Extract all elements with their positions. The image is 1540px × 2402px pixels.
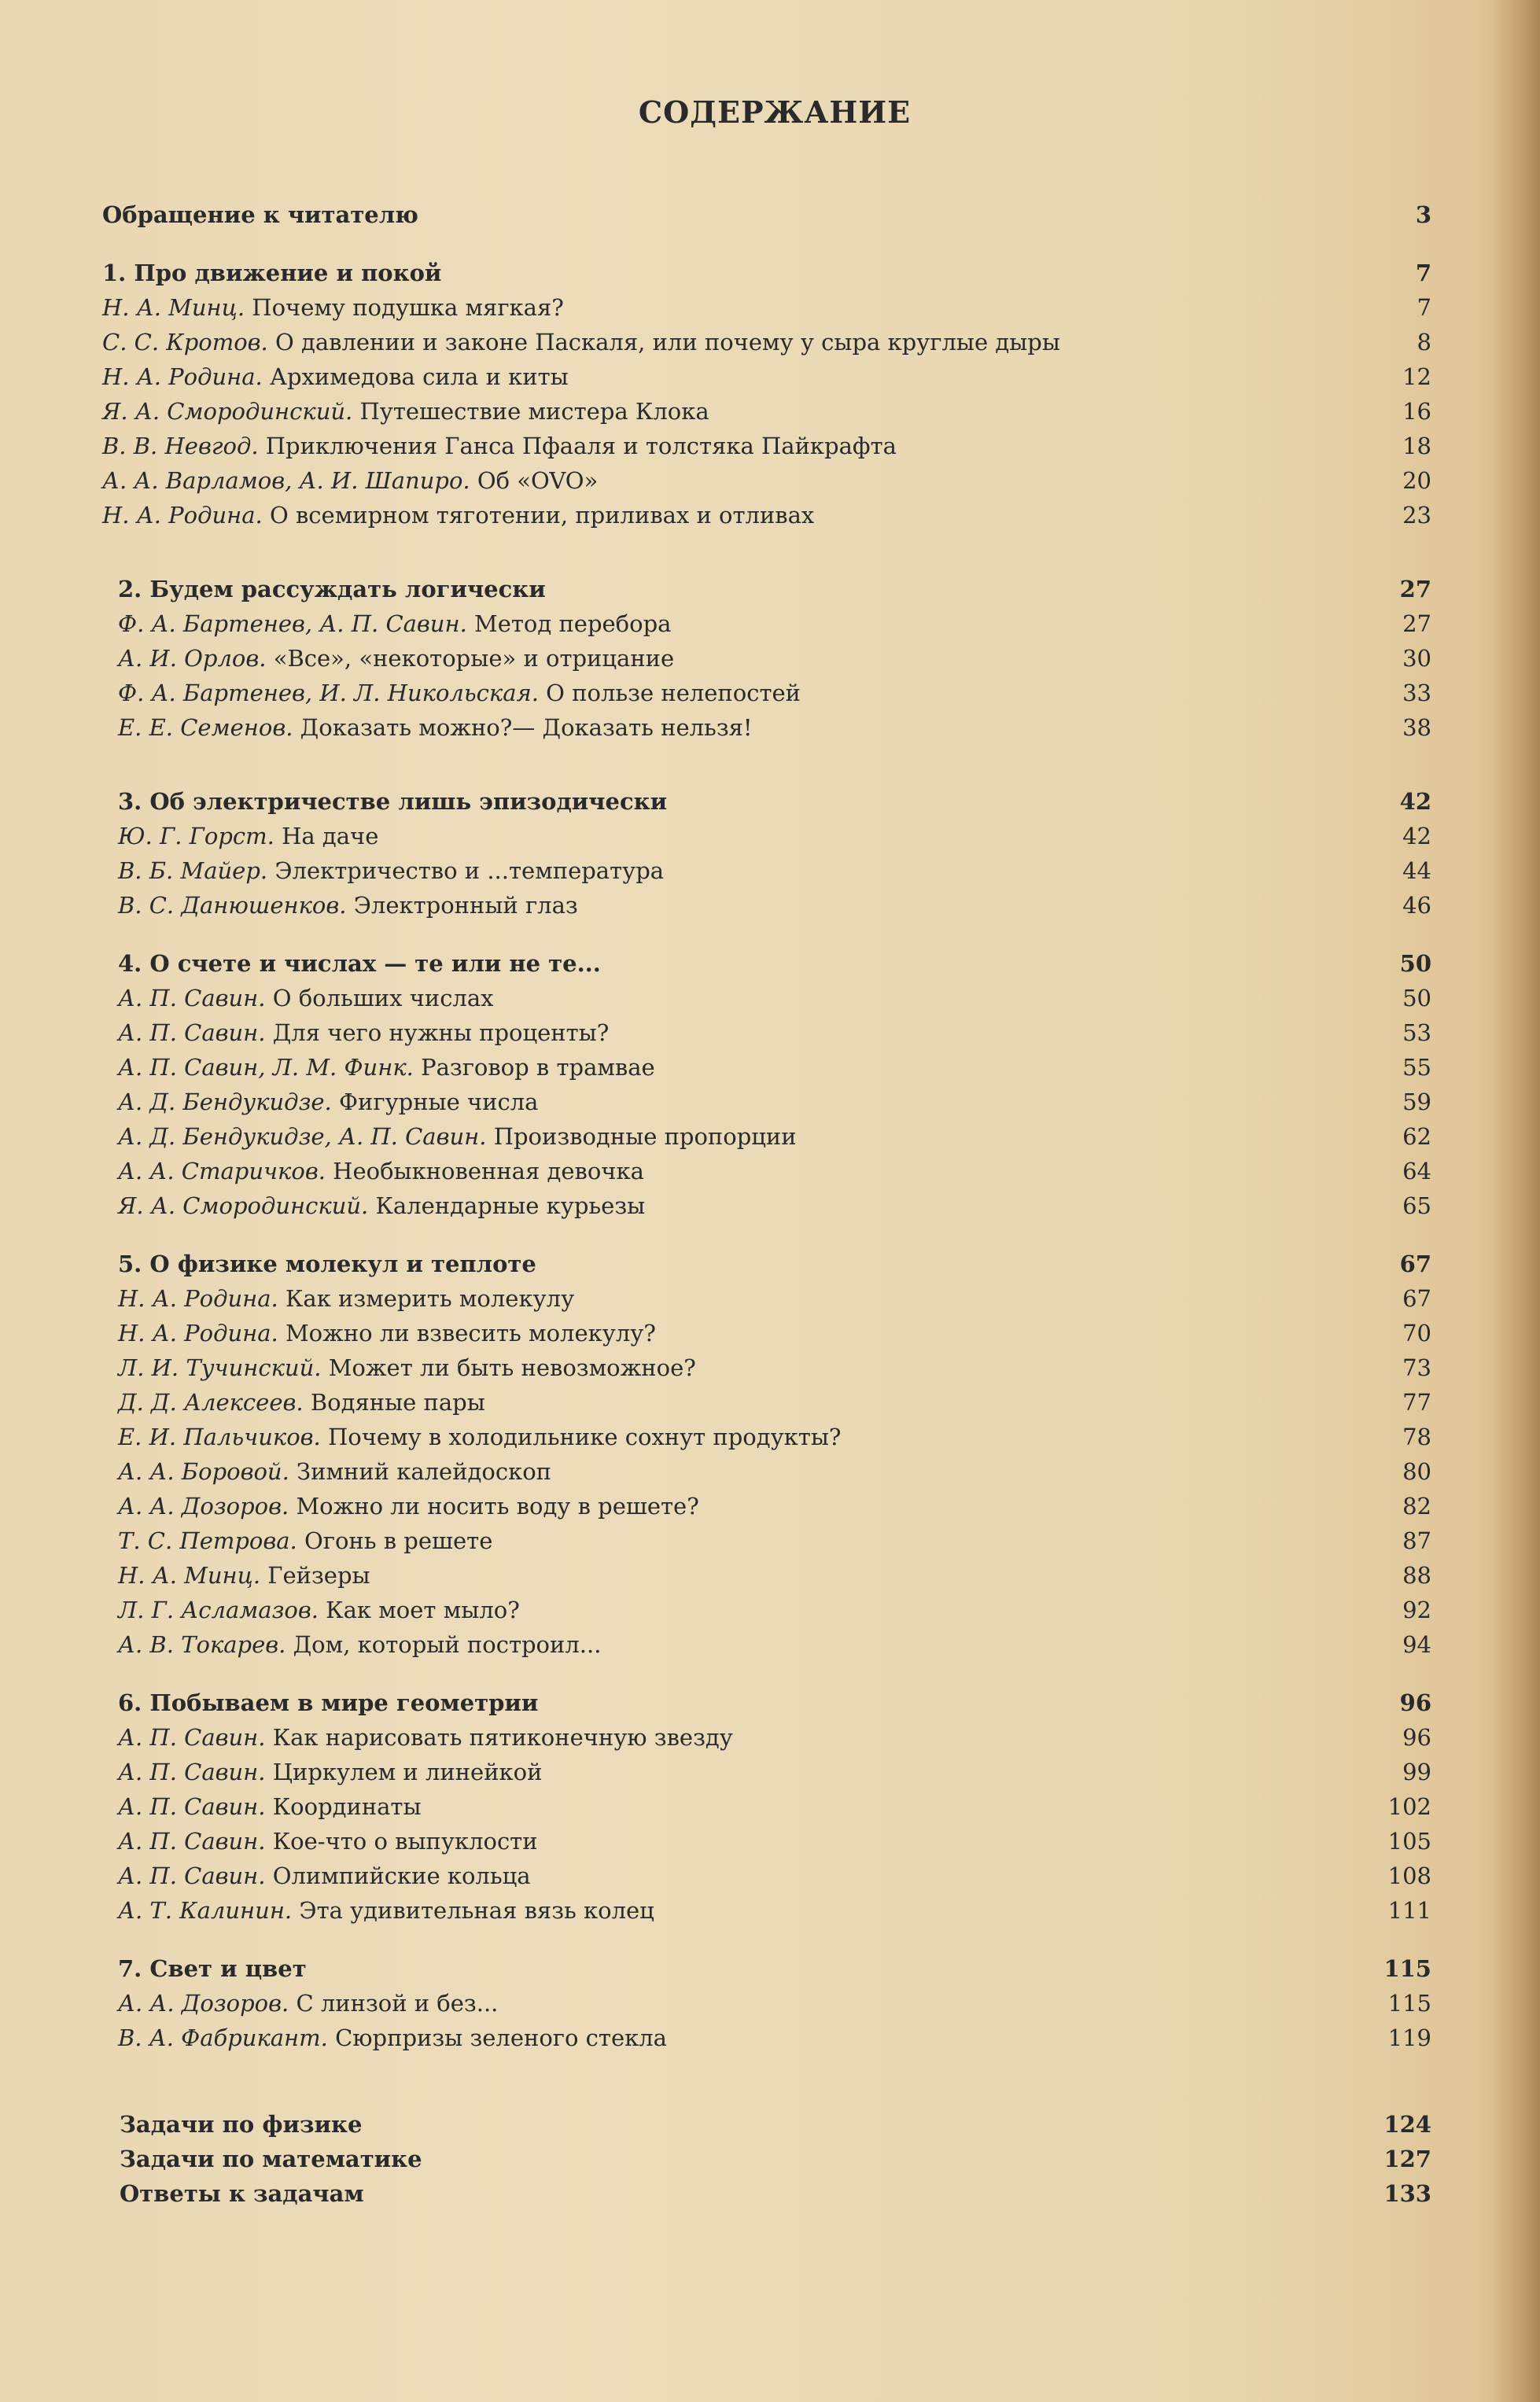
entry-author: Н. А. Родина.: [118, 1320, 278, 1347]
appendix-text: Задачи по математике: [120, 2146, 422, 2172]
entry-title: Огонь в решете: [304, 1527, 493, 1554]
entry-page: 18: [1402, 433, 1431, 459]
section-heading-page: 50: [1399, 950, 1431, 977]
entry-title: Как измерить молекулу: [285, 1285, 575, 1312]
toc-entry: [102, 1558, 1431, 1593]
section-heading: [102, 784, 1431, 819]
entry-title: Для чего нужны проценты?: [272, 1019, 610, 1046]
toc-entry-text: [118, 641, 674, 676]
entry-page: 50: [1402, 985, 1431, 1011]
toc-entry: [102, 1050, 1431, 1085]
entry-page: 7: [1417, 294, 1431, 321]
toc-entry-text: [118, 1085, 538, 1119]
toc-entry-text: [118, 1824, 538, 1859]
entry-page: 119: [1387, 2024, 1431, 2051]
entry-title: «Все», «некоторые» и отрицание: [273, 645, 675, 672]
section-heading: [102, 946, 1431, 981]
entry-title: Кое-что о выпуклости: [272, 1828, 538, 1855]
entry-page: 33: [1402, 680, 1431, 706]
toc-entry-text: [118, 1627, 601, 1662]
entry-page: 96: [1402, 1724, 1431, 1751]
toc-section: [102, 784, 1431, 923]
toc-entry-text: [118, 1281, 574, 1316]
toc-entry-text: [102, 325, 1060, 359]
entry-author: А. И. Орлов.: [118, 645, 267, 672]
entry-page: 77: [1402, 1389, 1431, 1416]
section-heading-text: 2. Будем рассуждать логически: [118, 576, 546, 602]
entry-page: 59: [1402, 1089, 1431, 1115]
toc-entry: [102, 710, 1431, 745]
toc-entry-text: [118, 819, 378, 853]
entry-title: Об «OVO»: [477, 467, 599, 494]
section-heading-text: 5. О физике молекул и теплоте: [118, 1251, 536, 1277]
section-heading: [102, 1685, 1431, 1720]
entry-page: 53: [1402, 1019, 1431, 1046]
section-heading: [102, 256, 1431, 290]
toc-entry-text: [118, 1789, 422, 1824]
page-title: СОДЕРЖАНИЕ: [638, 94, 912, 130]
toc-entry-text: [102, 498, 814, 532]
toc-entry: [102, 888, 1431, 923]
toc-entry: [102, 606, 1431, 641]
entry-page: 16: [1402, 398, 1431, 425]
section-heading-text: 1. Про движение и покой: [102, 260, 442, 286]
entry-page: 55: [1402, 1054, 1431, 1081]
entry-title: Можно ли носить воду в решете?: [296, 1493, 699, 1520]
section-heading-text: 3. Об электричестве лишь эпизодически: [118, 788, 668, 815]
toc-section: [102, 572, 1431, 745]
entry-title: Метод перебора: [474, 610, 672, 637]
toc-entry: [102, 429, 1431, 463]
toc-section: [102, 1951, 1431, 2055]
entry-author: В. А. Фабрикант.: [118, 2024, 328, 2051]
toc-entry: [102, 819, 1431, 853]
entry-title: Почему в холодильнике сохнут продукты?: [327, 1424, 842, 1450]
entry-title: Водяные пары: [310, 1389, 485, 1416]
toc-entry-text: [118, 1593, 520, 1627]
toc-entry-text: [118, 606, 671, 641]
entry-title: Фигурные числа: [338, 1089, 539, 1115]
toc-entry: [102, 1893, 1431, 1928]
section-heading-page: 67: [1399, 1251, 1431, 1277]
entry-title: Путешествие мистера Клока: [359, 398, 709, 425]
entry-page: 20: [1402, 467, 1431, 494]
appendix-item: [102, 2142, 1431, 2176]
contents-page: [102, 94, 1431, 2211]
toc-entry-text: [118, 1420, 841, 1454]
entry-author: А. А. Дозоров.: [118, 1990, 289, 2017]
toc-entry-text: [118, 1454, 551, 1489]
entry-title: Гейзеры: [267, 1562, 370, 1589]
section-heading-page: 27: [1399, 576, 1431, 602]
section-heading: [102, 572, 1431, 606]
entry-page: 78: [1402, 1424, 1431, 1450]
entry-author: Н. А. Минц.: [102, 294, 245, 321]
toc-entry: [102, 2021, 1431, 2055]
entry-page: 80: [1402, 1458, 1431, 1485]
entry-author: А. А. Старичков.: [118, 1158, 326, 1184]
entry-author: А. А. Боровой.: [118, 1458, 289, 1485]
entry-author: А. Т. Калинин.: [118, 1897, 293, 1924]
entry-title: Производные пропорции: [493, 1123, 797, 1150]
toc-entry: [102, 641, 1431, 676]
entry-title: Эта удивительная вязь колец: [299, 1897, 654, 1924]
toc-entry-text: [102, 429, 897, 463]
entry-author: Е. И. Пальчиков.: [118, 1424, 321, 1450]
appendix-item: [102, 2176, 1431, 2211]
section-heading-page: 7: [1415, 260, 1431, 286]
entry-page: 73: [1402, 1354, 1431, 1381]
entry-page: 108: [1387, 1862, 1431, 1889]
section-heading: [102, 1247, 1431, 1281]
toc-entry: [102, 1720, 1431, 1755]
entry-page: 62: [1402, 1123, 1431, 1150]
toc-entry: [102, 394, 1431, 429]
entry-page: 87: [1402, 1527, 1431, 1554]
toc-entry-text: [118, 853, 664, 888]
toc-entry: [102, 1523, 1431, 1558]
entry-page: 27: [1402, 610, 1431, 637]
toc-entry: [102, 1824, 1431, 1859]
entry-author: Ю. Г. Горст.: [118, 823, 274, 849]
toc-entry-text: [102, 290, 564, 325]
toc-entry: [102, 1085, 1431, 1119]
entry-page: 64: [1402, 1158, 1431, 1184]
entry-author: Ф. А. Бартенев, И. Л. Никольская.: [118, 680, 539, 706]
entry-title: Может ли быть невозможное?: [328, 1354, 696, 1381]
toc-entry: [102, 676, 1431, 710]
toc-entry: [102, 853, 1431, 888]
toc-entry-text: [118, 676, 801, 710]
entry-author: А. П. Савин.: [118, 1793, 266, 1820]
entry-author: А. П. Савин.: [118, 1759, 266, 1785]
entry-title: Архимедова сила и киты: [269, 363, 569, 390]
entry-author: А. В. Токарев.: [118, 1631, 286, 1658]
toc-entry: [102, 1789, 1431, 1824]
entry-title: Календарные курьезы: [375, 1192, 646, 1219]
toc-entry-text: [102, 463, 598, 498]
toc-entry-text: [118, 1119, 797, 1154]
toc-entry-text: [102, 359, 569, 394]
entry-author: А. П. Савин.: [118, 1724, 266, 1751]
entry-author: В. В. Невгод.: [102, 433, 259, 459]
page-spine-shadow: [1493, 0, 1540, 2402]
section-heading-page: 96: [1399, 1689, 1431, 1716]
entry-title: Олимпийские кольца: [272, 1862, 531, 1889]
entry-author: В. Б. Майер.: [118, 857, 268, 884]
entry-author: В. С. Данюшенков.: [118, 892, 347, 919]
entry-author: А. П. Савин, Л. М. Финк.: [118, 1054, 414, 1081]
entry-title: О всемирном тяготении, приливах и отливах: [269, 502, 815, 529]
entry-author: А. П. Савин.: [118, 1862, 266, 1889]
entry-title: О пользе нелепостей: [546, 680, 801, 706]
entry-title: Как моет мыло?: [326, 1597, 520, 1623]
entry-page: 92: [1402, 1597, 1431, 1623]
entry-title: Дом, который построил...: [293, 1631, 602, 1658]
toc-entry-text: [118, 1316, 656, 1350]
appendix-text: Задачи по физике: [120, 2111, 363, 2138]
entry-page: 65: [1402, 1192, 1431, 1219]
entry-title: Необыкновенная девочка: [333, 1158, 644, 1184]
toc-entry: [102, 1154, 1431, 1188]
toc-entry-text: [118, 888, 578, 923]
section-heading-page: 115: [1383, 1955, 1431, 1982]
entry-title: Разговор в трамвае: [421, 1054, 655, 1081]
entry-author: С. С. Кротов.: [102, 329, 268, 356]
entry-page: 44: [1402, 857, 1431, 884]
entry-page: 8: [1417, 329, 1431, 356]
section-heading-text: 7. Свет и цвет: [118, 1955, 307, 1982]
entry-author: Л. Г. Асламазов.: [118, 1597, 319, 1623]
toc-entry: [102, 1385, 1431, 1420]
entry-title: Зимний калейдоскоп: [297, 1458, 552, 1485]
toc-section: [102, 1685, 1431, 1928]
entry-page: 70: [1402, 1320, 1431, 1347]
entry-author: А. Д. Бендукидзе, А. П. Савин.: [118, 1123, 487, 1150]
toc-section: [102, 946, 1431, 1223]
toc-entry: [102, 1015, 1431, 1050]
entry-page: 42: [1402, 823, 1431, 849]
toc-entry: [102, 1859, 1431, 1893]
toc-entry-text: [118, 710, 753, 745]
entry-title: Координаты: [272, 1793, 422, 1820]
toc-entry: [102, 1755, 1431, 1789]
toc-entry: [102, 290, 1431, 325]
toc-entry-text: [118, 1558, 370, 1593]
entry-author: Ф. А. Бартенев, А. П. Савин.: [118, 610, 467, 637]
toc-entry: [102, 1986, 1431, 2021]
toc-section: [102, 256, 1431, 532]
toc-entry-text: [118, 1050, 655, 1085]
entry-author: Н. А. Родина.: [102, 363, 263, 390]
entry-author: Д. Д. Алексеев.: [118, 1389, 304, 1416]
toc-entry: [102, 1454, 1431, 1489]
entry-page: 111: [1387, 1897, 1431, 1924]
entry-author: А. А. Варламов, А. И. Шапиро.: [102, 467, 470, 494]
toc-entry: [102, 498, 1431, 532]
entry-author: А. Д. Бендукидзе.: [118, 1089, 332, 1115]
entry-title: Сюрпризы зеленого стекла: [335, 2024, 667, 2051]
entry-title: Циркулем и линейкой: [272, 1759, 543, 1785]
toc-entry-text: [118, 2021, 667, 2055]
intro-page: 3: [1415, 201, 1431, 228]
appendix-page: 133: [1383, 2180, 1431, 2207]
entry-author: А. П. Савин.: [118, 985, 266, 1011]
entry-author: Н. А. Родина.: [118, 1285, 278, 1312]
toc-entry: [102, 325, 1431, 359]
toc-entry: [102, 1281, 1431, 1316]
entry-author: Я. А. Смородинский.: [102, 398, 353, 425]
toc-entry: [102, 1188, 1431, 1223]
entry-author: Т. С. Петрова.: [118, 1527, 297, 1554]
toc-entry: [102, 463, 1431, 498]
entry-page: 30: [1402, 645, 1431, 672]
entry-title: О больших числах: [272, 985, 494, 1011]
toc-entry-text: [118, 1154, 644, 1188]
section-heading-page: 42: [1399, 788, 1431, 815]
section-heading-text: 6. Побываем в мире геометрии: [118, 1689, 539, 1716]
toc-entry-text: [118, 1859, 531, 1893]
entry-author: А. П. Савин.: [118, 1019, 266, 1046]
entry-page: 12: [1402, 363, 1431, 390]
section-heading-text: 4. О счете и числах — те или не те...: [118, 950, 601, 977]
entry-page: 99: [1402, 1759, 1431, 1785]
toc-entry-text: [102, 394, 709, 429]
toc-entry: [102, 1350, 1431, 1385]
toc-entry-text: [118, 1755, 542, 1789]
entry-author: Я. А. Смородинский.: [118, 1192, 369, 1219]
entry-author: А. А. Дозоров.: [118, 1493, 289, 1520]
sections-list: [102, 256, 1431, 2055]
entry-title: Приключения Ганса Пфааля и толстяка Пайкрафта: [265, 433, 897, 459]
appendix-page: 124: [1383, 2111, 1431, 2138]
toc-entry-text: [118, 1015, 609, 1050]
toc-entry: [102, 1627, 1431, 1662]
appendix-list: [102, 2107, 1431, 2211]
entry-page: 46: [1402, 892, 1431, 919]
entry-title: Электронный глаз: [353, 892, 578, 919]
toc-entry: [102, 1420, 1431, 1454]
toc-section: [102, 1247, 1431, 1662]
entry-author: Н. А. Родина.: [102, 502, 263, 529]
entry-author: А. П. Савин.: [118, 1828, 266, 1855]
toc-entry: [102, 981, 1431, 1015]
entry-page: 105: [1387, 1828, 1431, 1855]
entry-author: Е. Е. Семенов.: [118, 714, 293, 741]
entry-author: Н. А. Минц.: [118, 1562, 261, 1589]
toc-entry-text: [118, 1188, 645, 1223]
toc-entry-text: [118, 1893, 654, 1928]
entry-page: 94: [1402, 1631, 1431, 1658]
entry-author: Л. И. Тучинский.: [118, 1354, 322, 1381]
entry-page: 38: [1402, 714, 1431, 741]
toc-entry-text: [118, 1350, 696, 1385]
entry-title: Доказать можно?— Доказать нельзя!: [300, 714, 753, 741]
toc-entry-text: [118, 1523, 492, 1558]
toc-entry: [102, 1489, 1431, 1523]
toc-entry-text: [118, 1986, 498, 2021]
toc-entry: [102, 1316, 1431, 1350]
toc-entry-text: [118, 1489, 699, 1523]
entry-title: На даче: [282, 823, 379, 849]
intro-text: Обращение к читателю: [102, 201, 418, 228]
entry-page: 102: [1387, 1793, 1431, 1820]
entry-page: 115: [1387, 1990, 1431, 2017]
entry-page: 88: [1402, 1562, 1431, 1589]
intro-entry: [102, 197, 1431, 232]
entry-title: С линзой и без...: [296, 1990, 499, 2017]
toc-entry: [102, 1593, 1431, 1627]
entry-page: 82: [1402, 1493, 1431, 1520]
entry-title: О давлении и законе Паскаля, или почему у сыра круглые дыры: [275, 329, 1060, 356]
toc-entry-text: [118, 1385, 485, 1420]
toc-entry: [102, 359, 1431, 394]
entry-title: Электричество и ...температура: [274, 857, 665, 884]
entry-title: Как нарисовать пятиконечную звезду: [272, 1724, 733, 1751]
toc-entry-text: [118, 1720, 733, 1755]
entry-title: Можно ли взвесить молекулу?: [285, 1320, 656, 1347]
entry-page: 67: [1402, 1285, 1431, 1312]
appendix-item: [102, 2107, 1431, 2142]
section-heading: [102, 1951, 1431, 1986]
entry-page: 23: [1402, 502, 1431, 529]
toc-entry-text: [118, 981, 494, 1015]
appendix-page: 127: [1383, 2146, 1431, 2172]
appendix-text: Ответы к задачам: [120, 2180, 364, 2207]
toc-entry: [102, 1119, 1431, 1154]
entry-title: Почему подушка мягкая?: [252, 294, 564, 321]
